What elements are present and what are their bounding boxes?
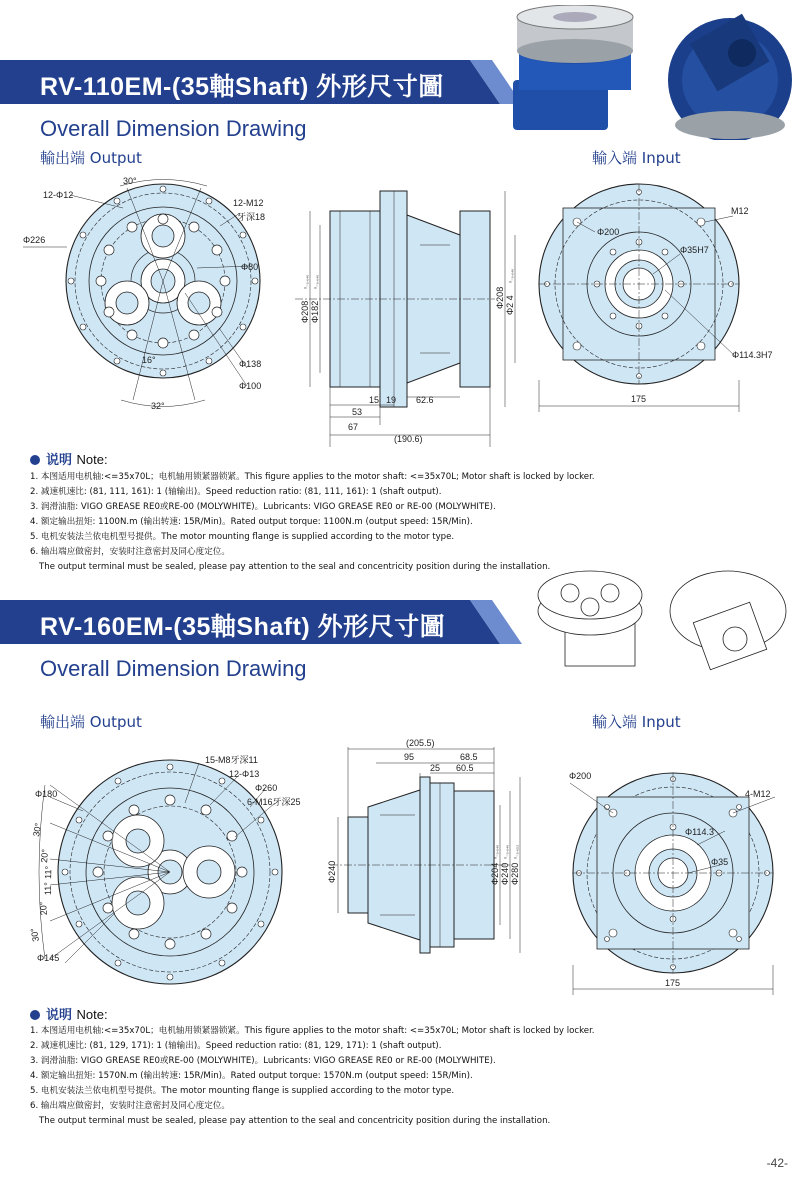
dim-side-15: 15 [369, 395, 380, 405]
dim-phi-226: Φ226 [23, 235, 46, 245]
section2-note-head-en: Note: [76, 1007, 108, 1022]
dim-12-m12: 12-M12 [233, 198, 264, 208]
section1-notes [30, 470, 770, 575]
dim-side2-phi-280: Φ280 [510, 862, 520, 885]
dim-20a: 20° [39, 848, 51, 864]
section1-title: RV-110EM-(35軸Shaft) 外形尺寸圖 [40, 73, 444, 101]
dim-side-53: 53 [352, 407, 363, 417]
section1-input-view [535, 180, 795, 420]
dim-20b: 20° [37, 901, 49, 916]
dim-side2-25: 25 [430, 763, 441, 773]
dim-in-m12: M12 [731, 206, 749, 216]
dim-phi-100: Φ100 [239, 381, 262, 391]
reducer-sketch-front [538, 571, 642, 666]
section2-side-view [320, 735, 545, 980]
note-item: 6. 输出端应做密封，安装时注意密封及同心度定位。 [30, 1101, 230, 1111]
section2-notes [30, 1024, 770, 1129]
dim-depth-18: 牙深18 [237, 212, 266, 222]
dim-in2-175: 175 [665, 978, 681, 988]
dim-side2-phi-240: Φ240 [327, 860, 337, 883]
reducer-sketch-back [670, 571, 786, 670]
dim-side2-205-5: (205.5) [406, 738, 435, 748]
note-item: 4. 额定输出扭矩: 1100N.m (输出转速: 15R/Min)。Rated output torque: 1100N.m (output speed: 15R/Min). [30, 517, 473, 527]
dim-12-phi13: 12-Φ13 [229, 769, 260, 779]
dim-side-r-phi-208: Φ208 [495, 286, 505, 309]
section1-output-view [15, 168, 275, 428]
dim-side2-68-5: 68.5 [460, 752, 478, 762]
dim-side-phi-208: Φ208 [300, 300, 310, 323]
dim-in-175: 175 [631, 394, 647, 404]
dim-side-phi-182: Φ182 [310, 300, 320, 323]
note-item: The output terminal must be sealed, please pay attention to the seal and concentricity position during the installation. [39, 562, 551, 572]
dim-side2-phi-280-tol: ⁰₋₀.₀₅₂ [514, 844, 520, 859]
section1-product-photos [505, 5, 795, 140]
dim-phi-80: Φ80 [241, 262, 259, 272]
dim-side-phi-182-tol: ⁰₋₀.₀₄₆ [314, 274, 320, 289]
section2-input-view [565, 765, 795, 1000]
note-item: The output terminal must be sealed, please pay attention to the seal and concentricity position during the installation. [39, 1116, 551, 1126]
dim-side2-95: 95 [404, 752, 415, 762]
dim-32-deg: 32° [151, 401, 165, 411]
dim-12-holes: 12-Φ12 [43, 190, 74, 200]
dim-side-67: 67 [348, 422, 359, 432]
note-item: 2. 减速机速比: (81, 111, 161): 1 (轴输出)。Speed reduction ratio: (81, 111, 161): 1 (shaft output). [30, 487, 442, 497]
dim-11a: 11° [43, 865, 54, 880]
dim-side-r-phi-24-tol: ⁰₋₀.₀₄₆ [509, 268, 515, 283]
dim-phi-138: Φ138 [239, 359, 262, 369]
section2-output-label: 輸出端 Output [40, 713, 142, 731]
dim-side2-phi-204: Φ204 [490, 862, 500, 885]
dim-15-m8: 15-M8牙深11 [205, 755, 258, 765]
dim-phi-145: Φ145 [37, 953, 60, 963]
reducer-photo-front [513, 5, 633, 130]
note-item: 6. 输出端应做密封，安装时注意密封及同心度定位。 [30, 547, 230, 557]
dim-phi-180: Φ180 [35, 789, 58, 799]
dim-30b: 30° [28, 927, 41, 943]
dim-side-190-6: (190.6) [394, 434, 423, 444]
dim-in2-phi-35: Φ35 [711, 857, 729, 867]
note-item: 2. 减速机速比: (81, 129, 171): 1 (轴输出)。Speed reduction ratio: (81, 129, 171): 1 (shaft output). [30, 1041, 442, 1051]
note-item: 1. 本图适用电机轴:<=35x70L；电机轴用锁紧器锁紧。This figure applies to the motor shaft: <=35x70L; Motor shaft is locked by locker. [30, 1026, 595, 1036]
section1-note-heading [30, 449, 108, 468]
dim-side-62-6: 62.6 [416, 395, 434, 405]
section1-note-head-en: Note: [76, 452, 108, 467]
section2-product-sketches [530, 563, 795, 675]
note-bullet-icon [30, 455, 40, 465]
section1-input-label: 輸入端 Input [592, 149, 681, 167]
dim-in2-phi-114: Φ114.3 [685, 827, 715, 837]
note-item: 1. 本图适用电机轴:<=35x70L；电机轴用锁紧器锁紧。This figure applies to the motor shaft: <=35x70L; Motor shaft is locked by locker. [30, 472, 595, 482]
dim-side-19: 19 [386, 395, 397, 405]
section2-note-heading [30, 1004, 108, 1023]
dim-side2-phi-240b: Φ240 [500, 862, 510, 885]
section2-subtitle: Overall Dimension Drawing [40, 656, 307, 681]
section2-output-view [15, 745, 315, 995]
dim-30-deg: 30° [123, 176, 137, 186]
reducer-photo-back [668, 14, 792, 140]
section1-subtitle: Overall Dimension Drawing [40, 116, 307, 141]
section1-note-head-cn: 说明 [46, 453, 73, 468]
dim-16-deg: 16° [142, 355, 156, 365]
section1-side-view [290, 185, 530, 447]
section2-title: RV-160EM-(35軸Shaft) 外形尺寸圖 [40, 613, 446, 641]
note-item: 5. 电机安装法兰依电机型号提供。The motor mounting flange is supplied according to the motor type. [30, 1086, 455, 1096]
dim-side2-60-5: 60.5 [456, 763, 474, 773]
dim-side2-phi-240b-tol: ⁰₋₀.₀₄₆ [504, 844, 510, 859]
dim-in-phi-114: Φ114.3H7 [732, 350, 773, 360]
dim-in-phi-200: Φ200 [597, 227, 620, 237]
dim-side-phi-208-tol: ⁰₋₀.₀₄₆ [304, 274, 310, 289]
dim-phi-260: Φ260 [255, 783, 278, 793]
page-number: -42- [766, 1156, 788, 1170]
section1-output-label: 輸出端 Output [40, 149, 142, 167]
dim-side2-phi-204-tol: ⁰₋₀.₀₄₆ [494, 844, 500, 859]
note-item: 3. 润滑油脂: VIGO GREASE RE0或RE-00 (MOLYWHITE)。Lubricants: VIGO GREASE RE0 or RE-00 (MOLYWHITE). [30, 502, 496, 512]
dim-side-r-phi-24: Φ2 4 [505, 295, 515, 315]
section2-input-label: 輸入端 Input [592, 713, 681, 731]
note-item: 5. 电机安装法兰依电机型号提供。The motor mounting flange is supplied according to the motor type. [30, 532, 455, 542]
dim-11b: 11° [42, 881, 53, 896]
section2-note-head-cn: 说明 [46, 1008, 73, 1023]
dim-in2-phi-200: Φ200 [569, 771, 592, 781]
dim-30a: 30° [31, 822, 44, 838]
dim-in-phi-35h7: Φ35H7 [680, 245, 709, 255]
dim-in2-4-m12: 4-M12 [745, 789, 771, 799]
note-item: 4. 额定输出扭矩: 1570N.m (输出转速: 15R/Min)。Rated output torque: 1570N.m (output speed: 15R/Min). [30, 1071, 473, 1081]
note-item: 3. 润滑油脂: VIGO GREASE RE0或RE-00 (MOLYWHITE)。Lubricants: VIGO GREASE RE0 or RE-00 (MOLYWHITE). [30, 1056, 496, 1066]
note-bullet-icon [30, 1010, 40, 1020]
dim-6-m16: 6-M16牙深25 [247, 797, 301, 807]
